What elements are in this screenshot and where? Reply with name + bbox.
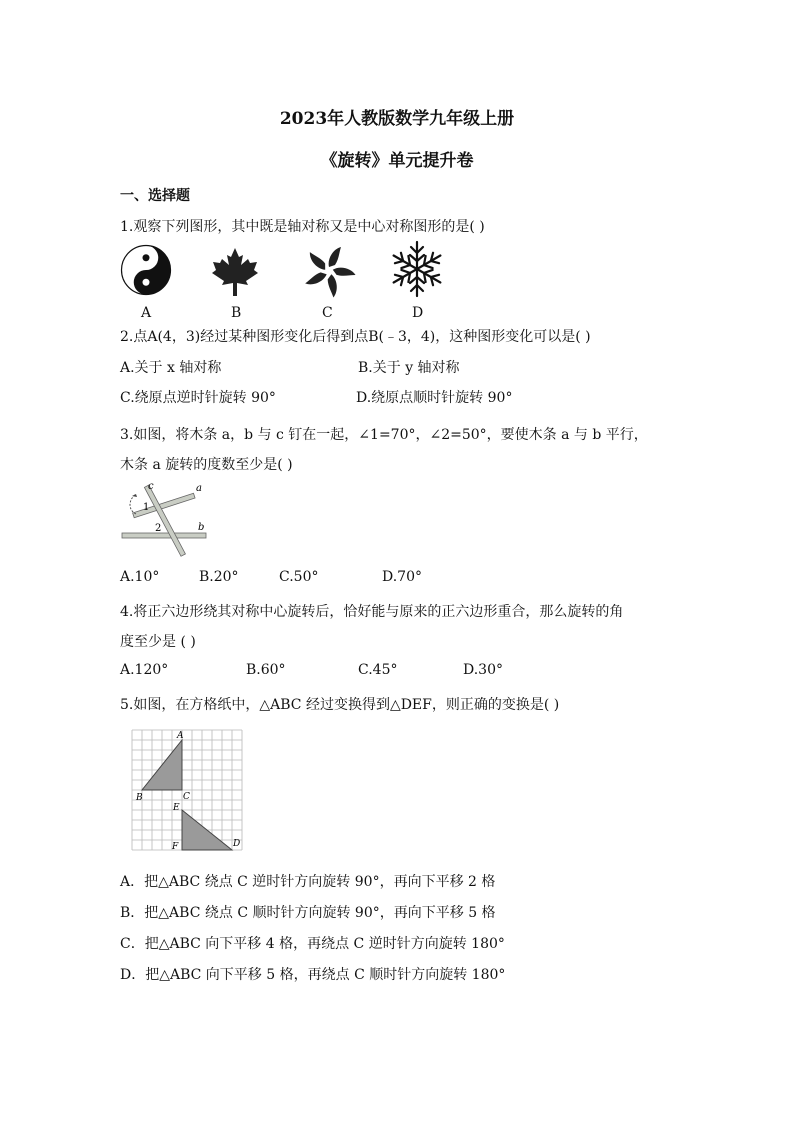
q1-label-a: A [141, 305, 152, 321]
fig3-label-b: b [198, 522, 205, 533]
q2-stem: 2.点A(4，3)经过某种图形变化后得到点B(﹣3，4)，这种图形变化可以是( ) [120, 329, 591, 345]
page-title: 2023年人教版数学九年级上册 [279, 109, 515, 129]
fig5-label-a: A [177, 731, 184, 741]
q3-stem-line1: 3.如图，将木条 a，b 与 c 钉在一起，∠1=70°，∠2=50°，要使木条 a 与 b 平行， [120, 427, 648, 443]
q1-label-b: B [231, 305, 242, 321]
q5-option-a: A．把△ABC 绕点 C 逆时针方向旋转 90°，再向下平移 2 格 [120, 874, 496, 890]
q5-option-d: D．把△ABC 向下平移 5 格，再绕点 C 顺时针方向旋转 180° [120, 967, 506, 983]
page-subtitle: 《旋转》单元提升卷 [320, 151, 474, 171]
grid-paper-figure [132, 730, 244, 852]
q4-stem-line2: 度至少是 ( ) [120, 634, 196, 650]
section-heading: 一、选择题 [120, 188, 190, 204]
q4-option-a: A.120° [120, 662, 169, 678]
snowflake-icon [388, 240, 446, 298]
maple-leaf-icon [210, 246, 260, 298]
q3-option-a: A.10° [120, 569, 160, 585]
q4-option-c: C.45° [358, 662, 398, 678]
q1-stem: 1.观察下列图形，其中既是轴对称又是中心对称图形的是( ) [120, 219, 485, 235]
fig3-label-2: 2 [155, 523, 162, 534]
q1-label-d: D [412, 305, 424, 321]
q2-option-d: D.绕原点顺时针旋转 90° [356, 390, 513, 406]
fig5-label-e: E [173, 803, 180, 813]
stick-b [122, 533, 206, 538]
fig3-label-c: c [148, 481, 154, 492]
q4-stem-line1: 4.将正六边形绕其对称中心旋转后，恰好能与原来的正六边形重合，那么旋转的角 [120, 604, 624, 620]
q3-option-b: B.20° [199, 569, 239, 585]
q5-option-b: B．把△ABC 绕点 C 顺时针方向旋转 90°，再向下平移 5 格 [120, 905, 496, 921]
q4-option-b: B.60° [246, 662, 286, 678]
q2-option-a: A.关于 x 轴对称 [120, 360, 222, 376]
q4-option-d: D.30° [463, 662, 503, 678]
q1-label-c: C [322, 305, 333, 321]
fig3-label-1: 1 [143, 502, 150, 513]
fig3-label-a: a [196, 483, 202, 494]
yin-yang-icon [120, 244, 172, 296]
q3-option-d: D.70° [382, 569, 422, 585]
fig5-label-c: C [183, 792, 190, 802]
wooden-sticks-figure [118, 480, 210, 560]
pinwheel-flower-icon [302, 244, 356, 298]
q5-stem: 5.如图，在方格纸中，△ABC 经过变换得到△DEF，则正确的变换是( ) [120, 697, 560, 713]
q3-stem-line2: 木条 a 旋转的度数至少是( ) [120, 457, 293, 473]
rotation-arrow-icon [130, 494, 136, 514]
q2-option-c: C.绕原点逆时针旋转 90° [120, 390, 276, 406]
q5-option-c: C．把△ABC 向下平移 4 格，再绕点 C 逆时针方向旋转 180° [120, 936, 505, 952]
q3-option-c: C.50° [279, 569, 319, 585]
fig5-label-d: D [233, 839, 241, 849]
q2-option-b: B.关于 y 轴对称 [358, 360, 460, 376]
fig5-label-b: B [136, 793, 143, 803]
stick-c [144, 485, 185, 556]
fig5-label-f: F [172, 842, 179, 852]
